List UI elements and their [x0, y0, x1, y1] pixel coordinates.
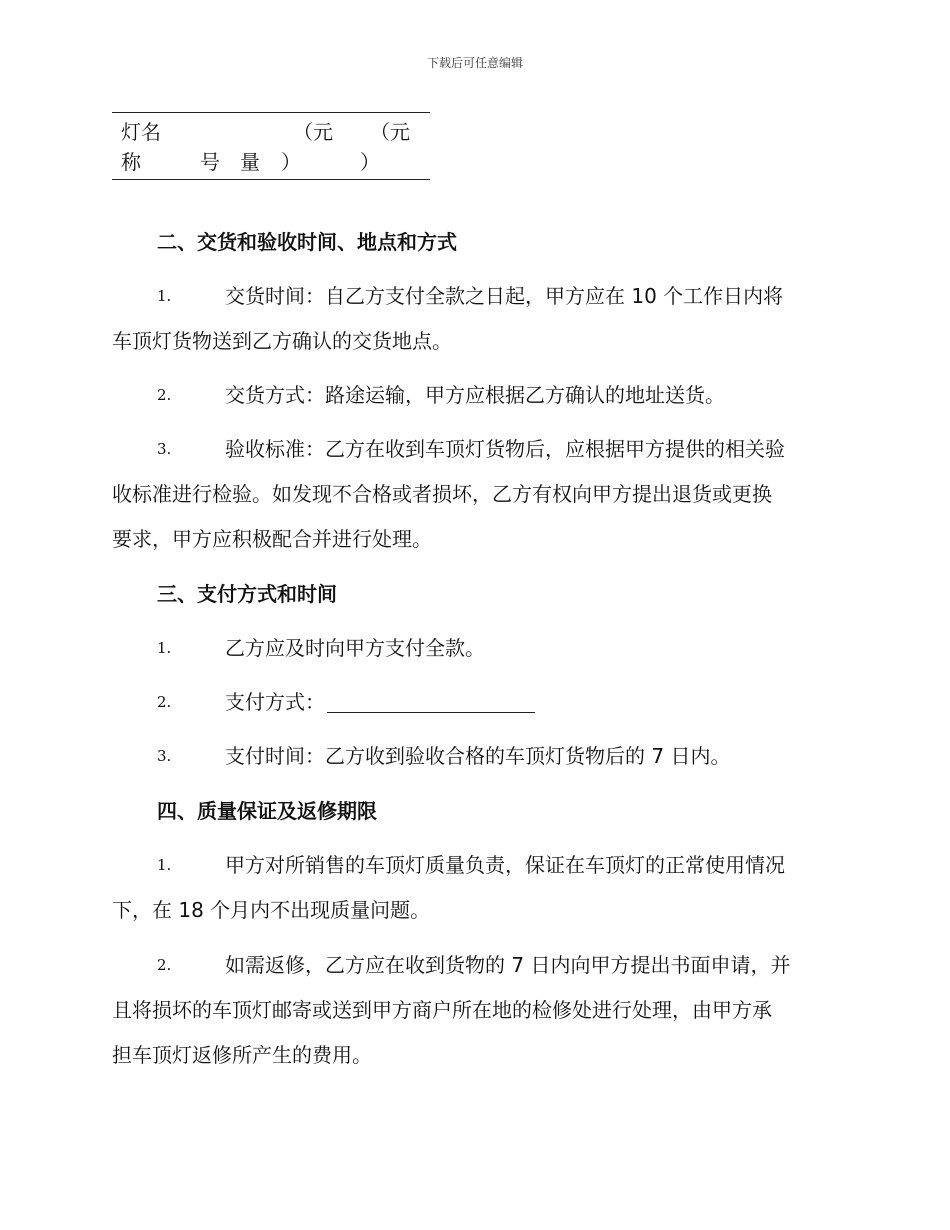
- table-cell-model: 号: [200, 150, 220, 174]
- item-number: 1.: [157, 856, 172, 874]
- spec-table: [112, 112, 430, 180]
- section-2-item-3: [112, 427, 832, 562]
- section-3-item-2: [112, 680, 832, 725]
- section-4-title: 四、质量保证及返修期限: [157, 799, 377, 823]
- header-note: 下载后可任意编辑: [426, 56, 523, 70]
- item-text-continued: 收标准进行检验。如发现不合格或者损坏，乙方有权向甲方提出退货或更换: [112, 482, 772, 506]
- table-cell-unit-price-bottom: ）: [281, 150, 301, 174]
- table-cell-total-top: （元: [370, 120, 410, 144]
- section-3-item-3: [112, 734, 832, 779]
- table-cell-name-top: 灯名: [121, 120, 161, 144]
- item-number: 2.: [157, 693, 172, 711]
- item-number: 2.: [157, 386, 172, 404]
- item-number: 1.: [157, 287, 172, 305]
- item-number: 3.: [157, 747, 172, 765]
- item-number: 3.: [157, 440, 172, 458]
- section-4-item-2: [112, 943, 832, 1078]
- item-text: 如需返修，乙方应在收到货物的 7 日内向甲方提出书面申请，并: [225, 953, 791, 977]
- section-3-title: 三、支付方式和时间: [157, 582, 337, 606]
- item-number: 2.: [157, 956, 172, 974]
- item-text-continued: 要求，甲方应积极配合并进行处理。: [112, 527, 432, 551]
- item-text-continued: 且将损坏的车顶灯邮寄或送到甲方商户所在地的检修处进行处理，由甲方承: [112, 998, 772, 1022]
- table-cell-unit-price-top: （元: [293, 120, 333, 144]
- item-number: 1.: [157, 639, 172, 657]
- section-2-title: 二、交货和验收时间、地点和方式: [157, 230, 457, 254]
- payment-method-blank: [327, 692, 535, 713]
- item-text-continued: 车顶灯货物送到乙方确认的交货地点。: [112, 329, 452, 353]
- item-text-continued: 担车顶灯返修所产生的费用。: [112, 1043, 372, 1067]
- section-3-item-1: [112, 626, 832, 671]
- section-2-item-1: [112, 274, 832, 364]
- item-text: 交货方式：路途运输，甲方应根据乙方确认的地址送货。: [225, 383, 725, 407]
- item-text: 支付时间：乙方收到验收合格的车顶灯货物后的 7 日内。: [225, 744, 731, 768]
- item-text: 甲方对所销售的车顶灯质量负责，保证在车顶灯的正常使用情况: [225, 853, 785, 877]
- table-cell-total-bottom: ）: [360, 150, 380, 174]
- item-text: [112, 680, 832, 725]
- item-text-continued: 下，在 18 个月内不出现质量问题。: [112, 898, 431, 922]
- table-cell-quantity: 量: [240, 150, 260, 174]
- section-4-item-1: [112, 843, 832, 933]
- payment-method-label: 支付方式：: [225, 690, 325, 714]
- item-text: 验收标准：乙方在收到车顶灯货物后，应根据甲方提供的相关验: [225, 437, 785, 461]
- item-text: 乙方应及时向甲方支付全款。: [225, 636, 485, 660]
- section-2-item-2: [112, 373, 832, 418]
- item-text: 交货时间：自乙方支付全款之日起，甲方应在 10 个工作日内将: [225, 284, 784, 308]
- table-cell-name-bottom: 称: [121, 150, 141, 174]
